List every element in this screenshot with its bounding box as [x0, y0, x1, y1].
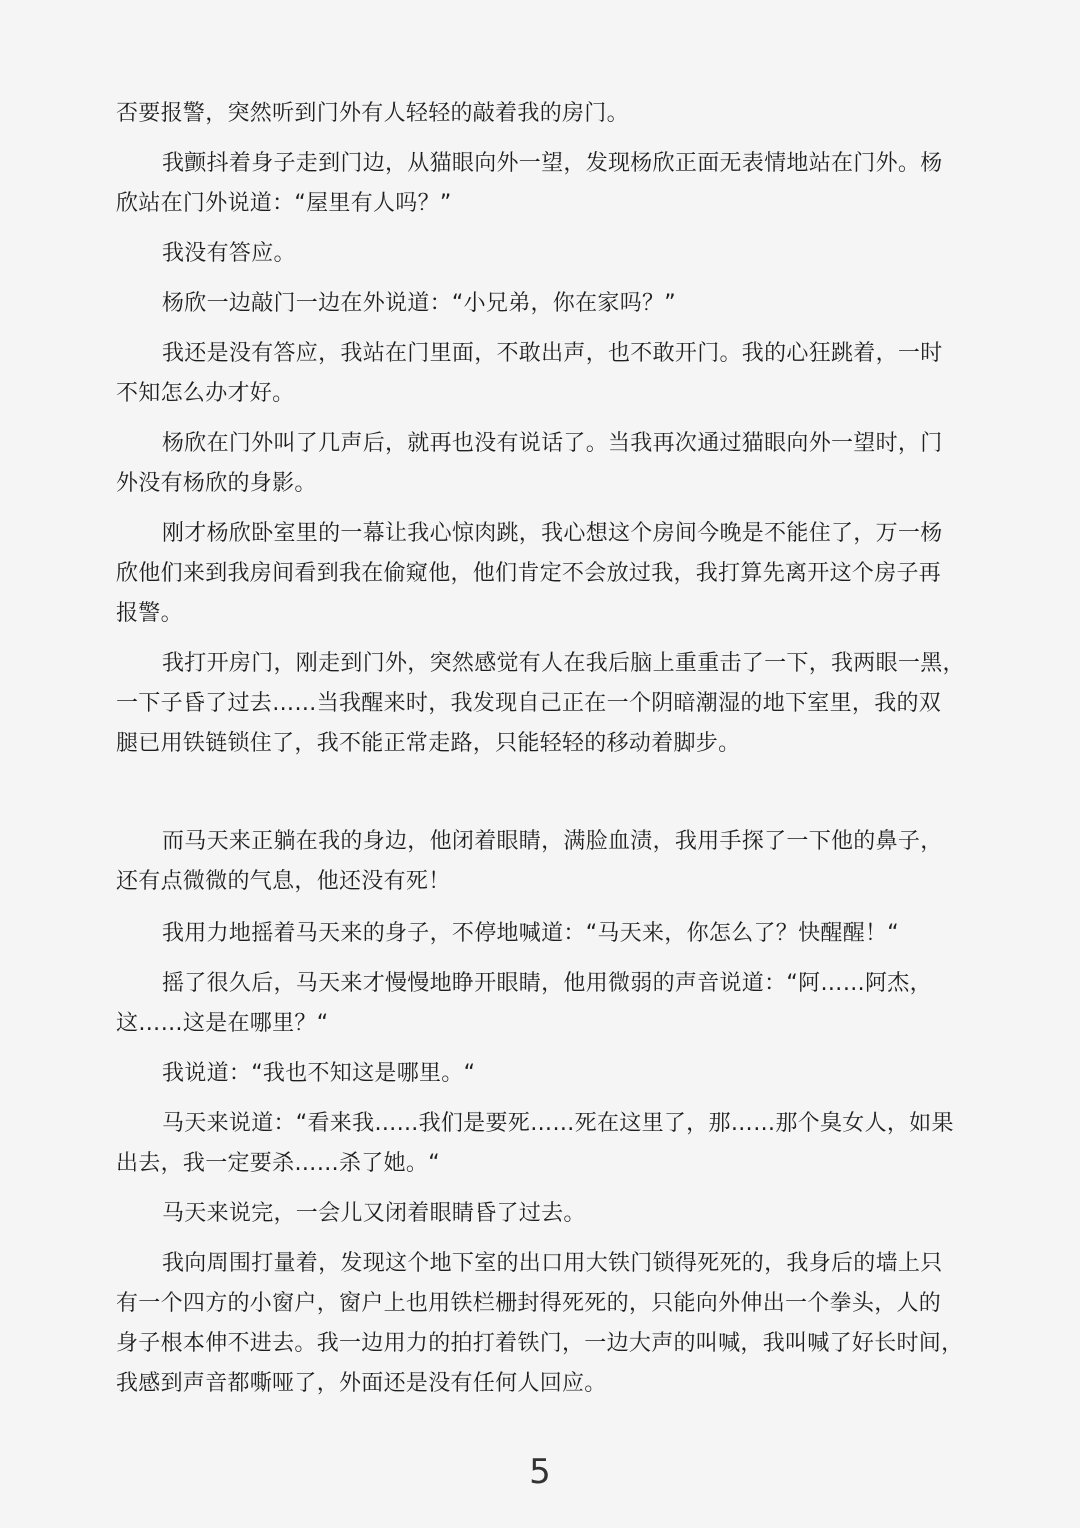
paragraph	[116, 144, 976, 224]
paragraph	[116, 334, 976, 414]
text-line: 出去，我一定要杀……杀了她。“	[116, 1151, 440, 1176]
text-line: 我颤抖着身子走到门边，从猫眼向外一望，发现杨欣正面无表情地站在门外。杨	[162, 151, 943, 176]
text-line: 杨欣一边敲门一边在外说道：“小兄弟，你在家吗？”	[162, 291, 676, 316]
text-line: 我向周围打量着，发现这个地下室的出口用大铁门锁得死死的，我身后的墙上只	[162, 1251, 943, 1276]
paragraph	[116, 1244, 976, 1404]
paragraph	[116, 284, 976, 324]
paragraph	[116, 914, 976, 954]
paragraph	[116, 1194, 976, 1234]
text-line: 我还是没有答应，我站在门里面，不敢出声，也不敢开门。我的心狂跳着，一时	[162, 341, 943, 366]
page-number: 5	[529, 1452, 551, 1492]
text-line: 欣他们来到我房间看到我在偷窥他，他们肯定不会放过我，我打算先离开这个房子再	[116, 561, 942, 586]
text-line: 摇了很久后，马天来才慢慢地睁开眼睛，他用微弱的声音说道：“阿……阿杰，	[162, 971, 932, 996]
text-line: 马天来说道：“看来我…...我们是要死……死在这里了，那……那个臭女人，如果	[162, 1111, 954, 1136]
text-line: 身子根本伸不进去。我一边用力的拍打着铁门，一边大声的叫喊，我叫喊了好长时间，	[116, 1331, 964, 1356]
text-line: 还有点微微的气息，他还没有死！	[116, 869, 451, 894]
paragraph	[116, 1104, 976, 1184]
paragraph	[116, 1054, 976, 1094]
text-line: 腿已用铁链锁住了，我不能正常走路，只能轻轻的移动着脚步。	[116, 731, 741, 756]
text-line: 这……这是在哪里？“	[116, 1011, 329, 1036]
text-line: 我打开房门，刚走到门外，突然感觉有人在我后脑上重重击了一下，我两眼一黑，	[162, 651, 965, 676]
paragraph	[116, 644, 976, 764]
paragraph	[116, 94, 976, 134]
paragraph	[116, 424, 976, 504]
text-line: 我没有答应。	[162, 241, 296, 266]
text-line: 不知怎么办才好。	[116, 381, 295, 406]
paragraph	[116, 234, 976, 274]
text-line: 有一个四方的小窗户，窗户上也用铁栏栅封得死死的，只能向外伸出一个拳头，人的	[116, 1291, 942, 1316]
text-line: 一下子昏了过去……当我醒来时，我发现自己正在一个阴暗潮湿的地下室里，我的双	[116, 691, 942, 716]
text-line: 否要报警，突然听到门外有人轻轻的敲着我的房门。	[116, 101, 629, 126]
paragraph	[116, 964, 976, 1044]
paragraph	[116, 822, 976, 902]
text-line: 刚才杨欣卧室里的一幕让我心惊肉跳，我心想这个房间今晚是不能住了，万一杨	[162, 521, 943, 546]
text-line: 马天来说完，一会儿又闭着眼睛昏了过去。	[162, 1201, 586, 1226]
text-line: 而马天来正躺在我的身边，他闭着眼睛，满脸血渍，我用手探了一下他的鼻子，	[162, 829, 943, 854]
paragraph	[116, 514, 976, 634]
text-line: 我说道：“我也不知这是哪里。“	[162, 1061, 476, 1086]
text-line: 我用力地摇着马天来的身子，不停地喊道：“马天来，你怎么了？快醒醒！“	[162, 921, 899, 946]
text-line: 外没有杨欣的身影。	[116, 471, 317, 496]
text-line: 报警。	[116, 601, 183, 626]
text-line: 我感到声音都嘶哑了，外面还是没有任何人回应。	[116, 1371, 607, 1396]
text-line: 欣站在门外说道：“屋里有人吗？”	[116, 191, 452, 216]
text-line: 杨欣在门外叫了几声后，就再也没有说话了。当我再次通过猫眼向外一望时，门	[162, 431, 943, 456]
